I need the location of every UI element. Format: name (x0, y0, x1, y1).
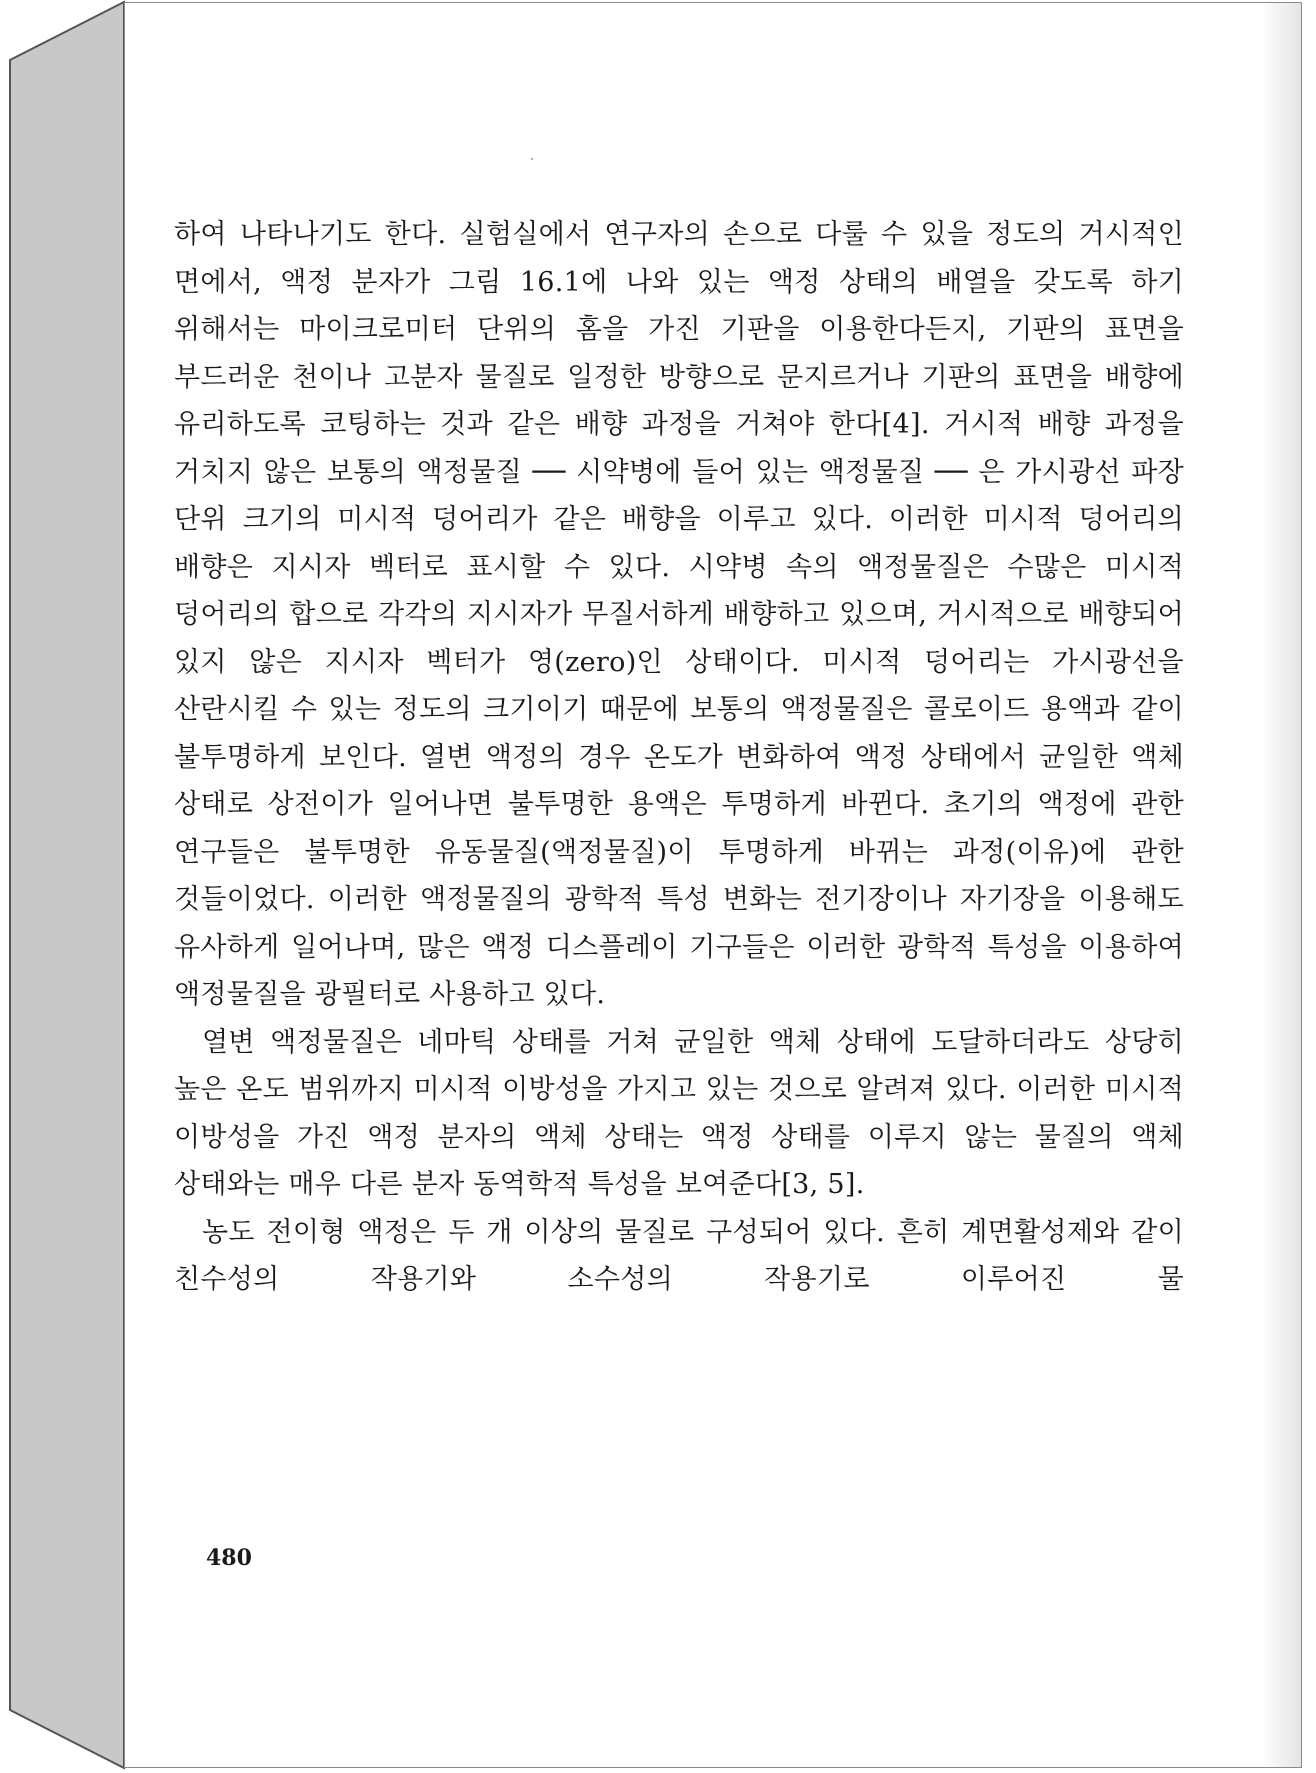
body-text (174, 211, 1184, 1304)
page-number: 480 (206, 1545, 252, 1571)
book-side-face (10, 2, 124, 1768)
paragraph-3: 농도 전이형 액정은 두 개 이상의 물질로 구성되어 있다. 흔히 계면활성제와 같이 친수성의 작용기와 소수성의 작용기로 이루어진 물 (174, 1216, 1184, 1295)
paragraph-1: 하여 나타나기도 한다. 실험실에서 연구자의 손으로 다룰 수 있을 정도의 거시적인 면에서, 액정 분자가 그림 16.1에 나와 있는 액정 상태의 배열을 갖도록 하기 위해서는 마이크로미터 단위의 홈을 가진 기판을 이용한다든지, 기판의 표면을 부드러운 천이나 고분자 물질로 일정한 방향으로 문지르거나 기판의 표면을 배향에 유리하도록 코팅하는 것과 같은 배향 과정을 거쳐야 한다[4]. 거시적 배향 과정을 거치지 않은 보통의 액정물질 ── 시약병에 들어 있는 액정물질 ── 은 가시광선 파장 단위 크기의 미시적 덩어리가 같은 배향을 이루고 있다. 이러한 미시적 덩어리의 배향은 지시자 벡터로 표시할 수 있다. 시약병 속의 액정물질은 수많은 미시적 덩어리의 합으로 각각의 지시자가 무질서하게 배향하고 있으며, 거시적으로 배향되어 있지 않은 지시자 벡터가 영(zero)인 상태이다. 미시적 덩어리는 가시광선을 산란시킬 수 있는 정도의 크기이기 때문에 보통의 액정물질은 콜로이드 용액과 같이 불투명하게 보인다. 열변 액정의 경우 온도가 변화하여 액정 상태에서 균일한 액체 상태로 상전이가 일어나면 불투명한 용액은 투명하게 바뀐다. 초기의 액정에 관한 연구들은 불투명한 유동물질(액정물질)이 투명하게 바뀌는 과정(이유)에 관한 것들이었다. 이러한 액정물질의 광학적 특성 변화는 전기장이나 자기장을 이용해도 유사하게 일어나며, 많은 액정 디스플레이 기구들은 이러한 광학적 특성을 이용하여 액정물질을 광필터로 사용하고 있다. (174, 219, 1184, 1010)
page-edge-shadow (1261, 3, 1301, 1767)
paragraph-2: 열변 액정물질은 네마틱 상태를 거쳐 균일한 액체 상태에 도달하더라도 상당히 높은 온도 범위까지 미시적 이방성을 가지고 있는 것으로 알려져 있다. 이러한 미시적 이방성을 가진 액정 분자의 액체 상태는 액정 상태를 이루지 않는 물질의 액체 상태와는 매우 다른 분자 동역학적 특성을 보여준다[3, 5]. (174, 1026, 1184, 1200)
scan-speck (531, 158, 533, 160)
